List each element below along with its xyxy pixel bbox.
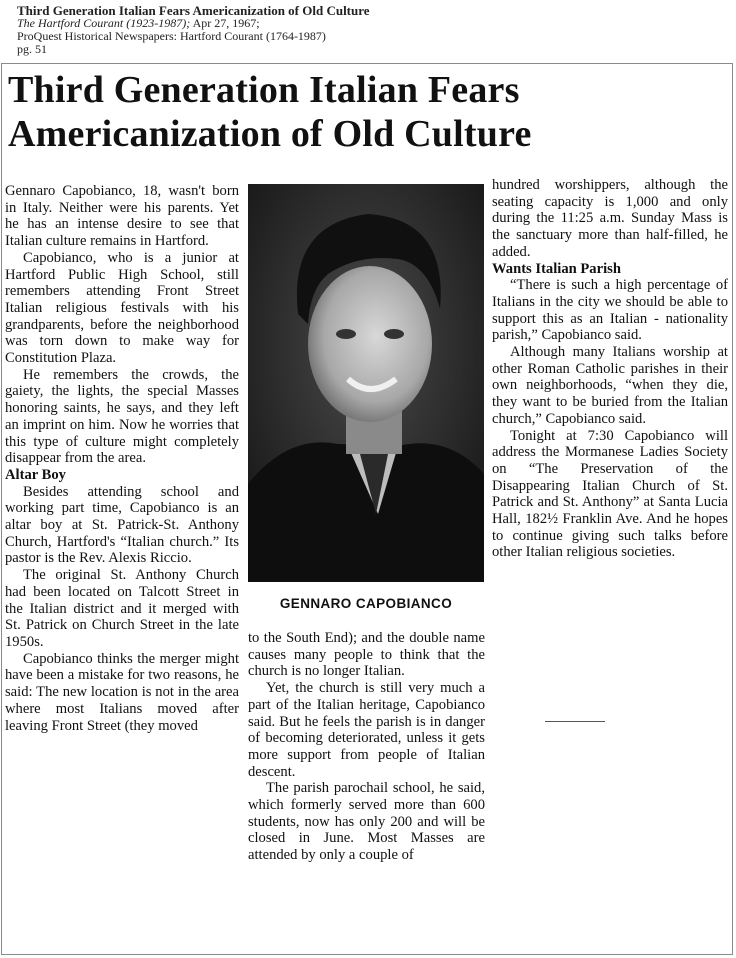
citation-date: Apr 27, 1967; (190, 16, 260, 30)
paragraph: Although many Italians worship at other Roman Catholic parishes in their own neighborhoods, “when they die, they want to be buried from the Italian church,” Capobianco said. (492, 344, 728, 427)
paragraph: to the South End); and the double name causes many people to think that the church is no longer Italian. (248, 630, 485, 680)
citation-page: pg. 51 (17, 42, 47, 56)
citation-title: Third Generation Italian Fears Americanization of Old Culture (17, 3, 370, 18)
citation-header (17, 4, 717, 56)
headline-line-2: Americanization of Old Culture (8, 113, 532, 155)
end-rule (545, 721, 605, 722)
paragraph: Yet, the church is still very much a part of the Italian heritage, Capobianco said. But he feels the parish is in danger of becoming deteriorated, unless it gets more support from people of Italian descent. (248, 680, 485, 780)
paragraph: The original St. Anthony Church had been located on Talcott Street in the Italian district and it merged with St. Patrick on Church Street in the late 1950s. (5, 567, 239, 650)
photo-caption: GENNARO CAPOBIANCO (279, 596, 453, 611)
paragraph: He remembers the crowds, the gaiety, the lights, the special Masses honoring saints, he says, and they left an imprint on him. Now he worries that this type of culture might completely disappear from the area. (5, 366, 239, 467)
subheading-italian-parish: Wants Italian Parish (492, 260, 621, 277)
paragraph: Capobianco thinks the merger might have been a mistake for two reasons, he said: The new location is not in the area where most Italians moved after leaving Front Street (they moved (5, 650, 239, 734)
column-2 (248, 630, 485, 864)
paragraph: “There is such a high percentage of Italians in the city we should be able to support this as an Italian - nationality parish,” Capobianco said. (492, 277, 728, 344)
portrait-image (248, 184, 484, 582)
paragraph: Capobianco, who is a junior at Hartford Public High School, still remembers attending Front Street Italian religious festivals with his grandparents, before the neighborhood was torn down to make way for Constitution Plaza. (5, 249, 239, 367)
paragraph: The parish parochail school, he said, which formerly served more than 600 students, now has only 200 and will be closed in June. Most Masses are attended by only a couple of (248, 780, 485, 864)
paragraph: hundred worshippers, although the seating capacity is 1,000 and only during the 11:25 a.m. Sunday Mass is the sanctuary more than half-filled, he added. (492, 177, 728, 260)
citation-database: ProQuest Historical Newspapers: Hartford Courant (1764-1987) (17, 29, 326, 43)
headline-line-1: Third Generation Italian Fears (8, 69, 520, 111)
citation-source: The Hartford Courant (1923-1987); (17, 16, 191, 30)
portrait-photo (248, 184, 484, 582)
subheading-altar-boy: Altar Boy (5, 466, 66, 483)
paragraph: Tonight at 7:30 Capobianco will address the Mormanese Ladies Society on “The Preservation of the Disappearing Italian Church of St. Patrick and St. Anthony” at Santa Lucia Hall, 182½ Franklin Ave. And he hopes to continue giving such talks before other Italian religious societies. (492, 427, 728, 561)
paragraph: Gennaro Capobianco, 18, wasn't born in Italy. Neither were his parents. Yet he has an intense desire to see that Italian culture remains in Hartford. (5, 183, 239, 250)
article-headline (8, 68, 728, 156)
paragraph: Besides attending school and working part time, Capobianco is an altar boy at St. Patrick-St. Anthony Church, Hartford's “Italian church.” Its pastor is the Rev. Alexis Riccio. (5, 483, 239, 567)
column-1 (5, 183, 239, 734)
column-3 (492, 177, 728, 561)
